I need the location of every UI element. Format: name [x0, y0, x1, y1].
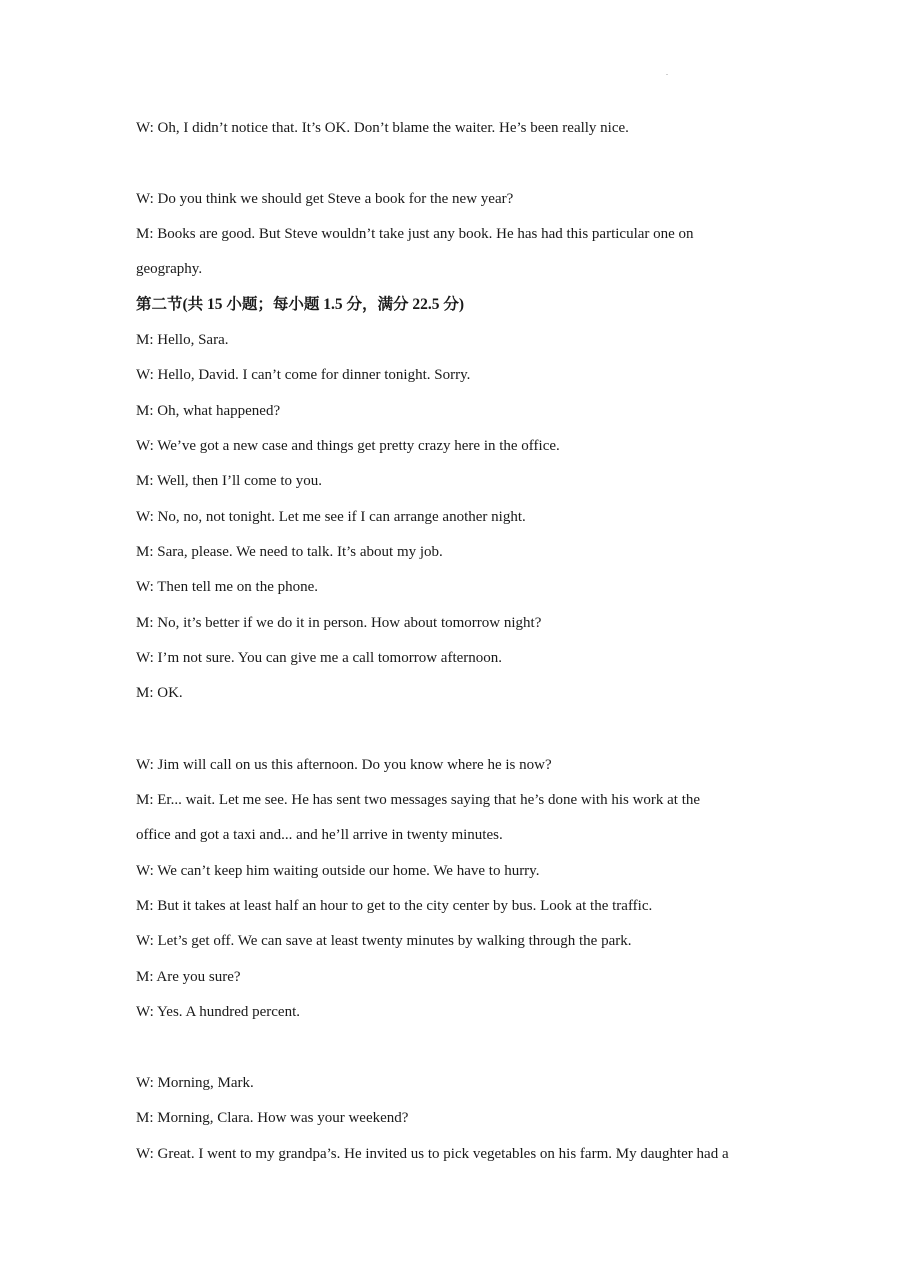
dialogue-line: M: No, it’s better if we do it in person. How about tomorrow night? [136, 615, 542, 631]
dialogue-line: W: Yes. A hundred percent. [136, 1004, 301, 1020]
dialogue-line: M: Well, then I’ll come to you. [136, 473, 322, 489]
dialogue-line: W: We can’t keep him waiting outside our home. We have to hurry. [136, 863, 540, 879]
dialogue-line: W: Oh, I didn’t notice that. It’s OK. Don’t blame the waiter. He’s been really nice. [136, 120, 629, 136]
dialogue-line: W: Jim will call on us this afternoon. Do you know where he is now? [136, 757, 552, 773]
section-heading: 第二节(共 15 小题；每小题 1.5 分，满分 22.5 分) [136, 296, 465, 313]
dialogue-line: M: OK. [136, 685, 183, 701]
dialogue-line: W: Morning, Mark. [136, 1075, 254, 1091]
dialogue-line: W: Great. I went to my grandpa’s. He invited us to pick vegetables on his farm. My daughter had a [136, 1146, 729, 1162]
dialogue-line: M: Morning, Clara. How was your weekend? [136, 1110, 409, 1126]
dialogue-line: M: Er... wait. Let me see. He has sent two messages saying that he’s done with his work at the [136, 792, 701, 808]
dialogue-line: W: Let’s get off. We can save at least twenty minutes by walking through the park. [136, 933, 632, 949]
dialogue-line: M: But it takes at least half an hour to get to the city center by bus. Look at the traffic. [136, 898, 653, 914]
dialogue-line: M: Books are good. But Steve wouldn’t take just any book. He has had this particular one on [136, 226, 694, 242]
dialogue-line: W: Hello, David. I can’t come for dinner tonight. Sorry. [136, 367, 471, 383]
page-speck [666, 74, 668, 75]
dialogue-line: office and got a taxi and... and he’ll arrive in twenty minutes. [136, 827, 503, 843]
dialogue-line: W: I’m not sure. You can give me a call tomorrow afternoon. [136, 650, 503, 666]
dialogue-line: W: We’ve got a new case and things get pretty crazy here in the office. [136, 438, 560, 454]
dialogue-line: M: Hello, Sara. [136, 332, 229, 348]
dialogue-line: M: Oh, what happened? [136, 403, 281, 419]
dialogue-line: W: Then tell me on the phone. [136, 579, 319, 595]
dialogue-line: W: Do you think we should get Steve a book for the new year? [136, 191, 514, 207]
dialogue-line: M: Are you sure? [136, 969, 241, 985]
dialogue-line: W: No, no, not tonight. Let me see if I can arrange another night. [136, 509, 526, 525]
dialogue-line: M: Sara, please. We need to talk. It’s about my job. [136, 544, 443, 560]
dialogue-line: geography. [136, 261, 203, 277]
